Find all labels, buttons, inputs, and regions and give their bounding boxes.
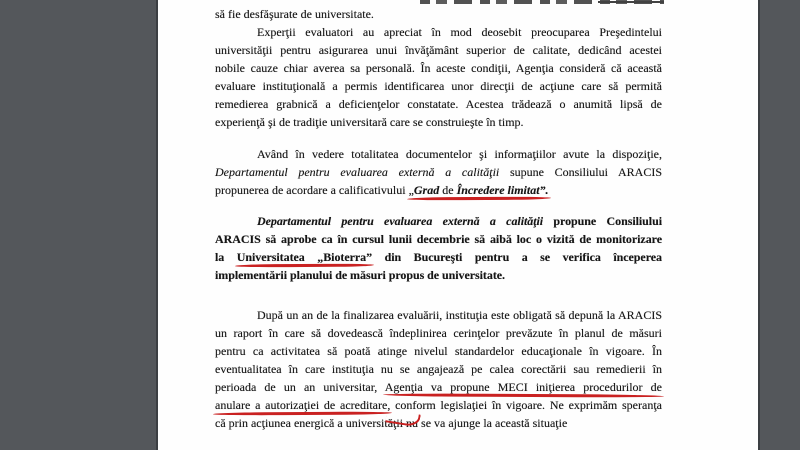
text-line: [215, 41, 662, 59]
text-line: [215, 396, 662, 414]
text-segment: După un an de la finalizarea evaluării, instituţia este obligată să depună la ARACIS: [257, 308, 662, 322]
text-line: [215, 113, 662, 131]
text-line: [215, 145, 662, 163]
paragraph-continuation: [215, 5, 662, 23]
text-segment: Departamentul pentru evaluarea externă a calităţii: [257, 214, 544, 228]
text-segment: perioada de un an universitar,: [215, 380, 385, 394]
viewer-backdrop-right: [758, 0, 800, 450]
text-segment: să fie desfăşurate de universitate.: [215, 7, 374, 21]
text-segment: nobile cauze chiar averea sa personală. În aceste condiţii, Agenţia consideră că această: [215, 61, 662, 75]
text-segment: din Bucureşti pentru a se verifica începerea: [372, 250, 662, 264]
paragraph-monitoring-visit: [215, 212, 662, 284]
text-segment: ARACIS să aprobe ca în cursul lunii decembrie să aibă loc o vizită de monitorizare: [215, 232, 662, 246]
text-segment: Încredere limitat”.: [456, 183, 549, 197]
text-segment: conform legislaţiei în vigoare. Ne exprimăm speranţa: [390, 398, 662, 412]
text-segment: eventualitatea în care instituţia nu se angajează pe calea corectării sau remedierii în: [215, 362, 662, 376]
text-line: [215, 23, 662, 41]
text-segment: la: [215, 250, 237, 264]
text-segment: propune Consiliului: [543, 214, 662, 228]
text-line: [215, 360, 662, 378]
document-page: [158, 0, 758, 450]
text-line: [215, 266, 662, 284]
viewer-backdrop-left: [0, 0, 158, 450]
text-line: [215, 248, 662, 266]
red-underline-annotation: anulare a autorizaţiei de acreditare,: [215, 398, 391, 412]
text-segment: că prin acţiunea energică a universităţii nu se va ajunge la această situaţie: [215, 416, 568, 430]
text-segment: de: [439, 183, 457, 197]
text-line: [215, 306, 662, 324]
text-line: [215, 230, 662, 248]
text-line: [215, 181, 662, 199]
text-line: [215, 163, 662, 181]
text-segment: Experţii evaluatori au apreciat în mod deosebit preocuparea Preşedintelui: [257, 25, 662, 39]
text-line: [215, 324, 662, 342]
text-segment: un raport în care să dovedească îndeplinirea cerinţelor prevăzute în planul de măsuri: [215, 326, 662, 340]
text-line: [215, 342, 662, 360]
text-line: [215, 5, 662, 23]
text-line: [215, 378, 662, 396]
text-segment: pentru ca activitatea să poată atinge nivelul standardelor educaţionale în vigoare. În: [215, 344, 662, 358]
text-segment: remedierea grabnică a deficienţelor constatate. Acestea trădează o anumită lipsă de: [215, 97, 662, 111]
text-line: [215, 212, 662, 230]
paragraph-one-year-report: [215, 306, 662, 432]
red-underline-annotation: [409, 183, 549, 197]
text-segment: implementării planului de măsuri propus de universitate.: [215, 268, 506, 282]
paragraph-qualification-proposal: [215, 145, 662, 199]
red-underline-annotation: Universitatea „Bioterra”: [236, 250, 373, 264]
text-segment: Grad: [413, 183, 440, 197]
paragraph-experts-appreciation: [215, 23, 662, 131]
clipped-top-line-artifact: [420, 0, 664, 4]
text-segment: supune Consiliului ARACIS: [499, 165, 663, 179]
text-segment: „: [408, 183, 414, 197]
text-segment: universităţii pentru asigurarea unui învăţământ superior de calitate, dedicând acestei: [215, 43, 662, 57]
text-segment: experienţă şi de tradiţie universitară care se construieşte în timp.: [215, 115, 524, 129]
document-body: [215, 5, 662, 432]
red-underline-annotation: Agenţia va propune MECI iniţierea procedurilor de: [384, 380, 662, 394]
text-line: [215, 414, 662, 432]
text-segment: propunerea de acordare a calificativului: [215, 183, 409, 197]
text-segment: Având în vedere totalitatea documentelor şi informaţiilor avute la dispoziţie,: [257, 147, 662, 161]
text-line: [215, 77, 662, 95]
text-line: [215, 95, 662, 113]
text-line: [215, 59, 662, 77]
text-segment: evaluare instituţională a permis identificarea unor direcţii de acţiune care să permită: [215, 79, 662, 93]
text-segment: Departamentul pentru evaluarea externă a calităţii: [215, 165, 500, 179]
